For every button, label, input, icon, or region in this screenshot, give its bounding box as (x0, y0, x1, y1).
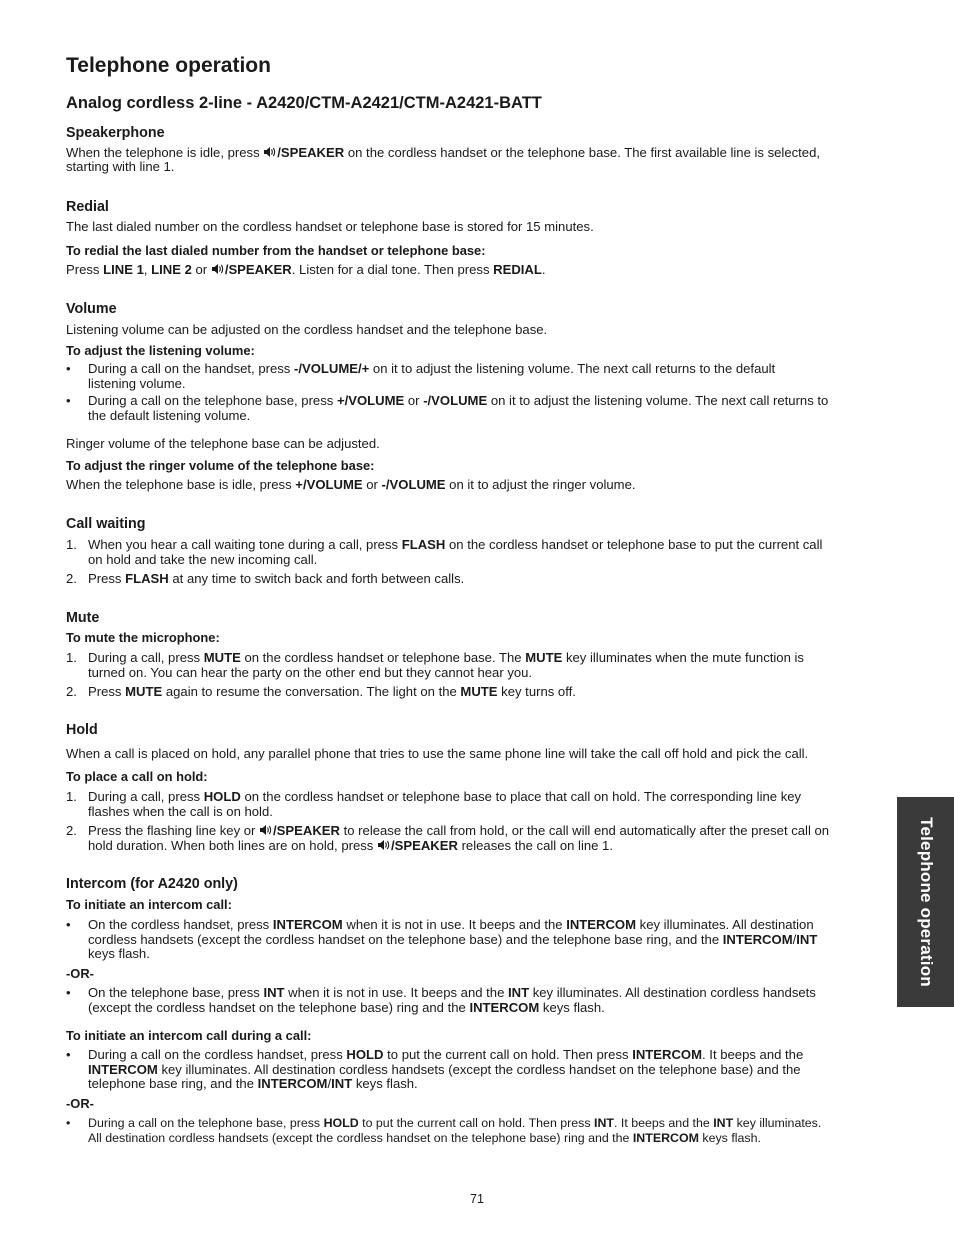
call-waiting-heading: Call waiting (66, 516, 146, 532)
hold-step-1 (66, 790, 881, 819)
page-number: 71 (470, 1192, 484, 1206)
step-number: 1. (66, 537, 77, 552)
intercom-bullet-1-text: On the cordless handset, press INTERCOM when it is not in use. It beeps and the INTERCOM key illuminates. All destination cordless handsets (except the cordless handset on the telephone base) and the telephone base ring, and the INTERCOM/INT keys flash. (88, 917, 818, 962)
hold-lead: To place a call on hold: (66, 769, 208, 784)
volume-bullet-1 (66, 362, 881, 391)
mute-step-2 (66, 685, 881, 700)
volume-bullet-2 (66, 394, 881, 423)
call-waiting-step-2-text: Press FLASH at any time to switch back and forth between calls. (88, 571, 465, 586)
speakerphone-heading: Speakerphone (66, 125, 165, 141)
or-separator: -OR- (66, 966, 94, 981)
speakerphone-text-line1: When the telephone is idle, press /SPEAKER on the cordless handset or the telephone base. The first available line is selected, (66, 145, 821, 160)
bullet-marker: • (66, 1116, 71, 1130)
bullet-marker: • (66, 917, 71, 932)
intercom-lead-2: To initiate an intercom call during a call: (66, 1028, 312, 1043)
speaker-icon (263, 146, 276, 158)
speaker-icon (259, 824, 272, 836)
side-tab-label: Telephone operation (916, 817, 936, 987)
redial-text: The last dialed number on the cordless handset or telephone base is stored for 15 minutes. (66, 219, 594, 234)
mute-heading: Mute (66, 610, 100, 626)
hold-text: When a call is placed on hold, any parallel phone that tries to use the same phone line will take the call off hold and pick the call. (66, 746, 809, 761)
speakerphone-text-line2: starting with line 1. (66, 159, 175, 174)
volume-lead-ringer: To adjust the ringer volume of the telephone base: (66, 458, 375, 473)
bullet-marker: • (66, 393, 71, 408)
mute-step-2-text: Press MUTE again to resume the conversation. The light on the MUTE key turns off. (88, 684, 576, 699)
call-waiting-step-1 (66, 538, 881, 567)
redial-lead: To redial the last dialed number from the handset or telephone base: (66, 243, 486, 258)
intercom-bullet-2 (66, 986, 881, 1015)
or-separator: -OR- (66, 1096, 94, 1111)
bullet-marker: • (66, 985, 71, 1000)
intercom-bullet-4 (66, 1116, 881, 1146)
volume-lead-listening: To adjust the listening volume: (66, 343, 255, 358)
mute-step-1 (66, 651, 881, 680)
bullet-marker: • (66, 361, 71, 376)
step-number: 1. (66, 650, 77, 665)
intercom-bullet-2-text: On the telephone base, press INT when it is not in use. It beeps and the INT key illuminates. All destination cordless handsets (except the cordless handset on the telephone base) ring and the INTERCOM keys flash. (88, 985, 816, 1015)
step-number: 2. (66, 823, 77, 838)
page-title: Telephone operation (66, 54, 271, 77)
step-number: 2. (66, 684, 77, 699)
speaker-icon (211, 263, 224, 275)
section-subtitle: Analog cordless 2-line - A2420/CTM-A2421/CTM-A2421-BATT (66, 94, 542, 112)
redial-instructions: Press LINE 1, LINE 2 or /SPEAKER. Listen for a dial tone. Then press REDIAL. (66, 262, 546, 277)
volume-text: Listening volume can be adjusted on the cordless handset and the telephone base. (66, 322, 548, 337)
speaker-icon (377, 839, 390, 851)
intercom-bullet-1 (66, 918, 881, 962)
step-number: 2. (66, 571, 77, 586)
hold-step-2-text: Press the flashing line key or /SPEAKER to release the call from hold, or the call will end automatically after the preset call on hold duration. When both lines are on hold, press /SPEAKER releases the call on line 1. (88, 823, 830, 853)
intercom-bullet-4-text: During a call on the telephone base, press HOLD to put the current call on hold. Then press INT. It beeps and the INT key illuminates. All destination cordless handsets (except the cordless handset on the telephone base) ring and the INTERCOM keys flash. (88, 1116, 822, 1145)
intercom-lead-1: To initiate an intercom call: (66, 897, 232, 912)
call-waiting-step-2 (66, 572, 881, 587)
hold-heading: Hold (66, 722, 98, 738)
intercom-bullet-3-text: During a call on the cordless handset, press HOLD to put the current call on hold. Then press INTERCOM. It beeps and the INTERCOM key illuminates. All destination cordless handsets (except the cordless handset on the telephone base) and the telephone base ring, and the INTERCOM/INT keys flash. (88, 1047, 804, 1092)
volume-bullet-2-text: During a call on the telephone base, press +/VOLUME or -/VOLUME on it to adjust the listening volume. The next call returns to the default listening volume. (88, 393, 829, 423)
chapter-side-tab (897, 797, 954, 1007)
ringer-volume-text: Ringer volume of the telephone base can be adjusted. (66, 436, 380, 451)
bullet-marker: • (66, 1047, 71, 1062)
call-waiting-step-1-text: When you hear a call waiting tone during a call, press FLASH on the cordless handset or telephone base to put the current call on hold and take the new incoming call. (88, 537, 823, 567)
hold-step-2 (66, 824, 881, 853)
step-number: 1. (66, 789, 77, 804)
ringer-volume-instructions: When the telephone base is idle, press +/VOLUME or -/VOLUME on it to adjust the ringer volume. (66, 477, 636, 492)
intercom-bullet-3 (66, 1048, 881, 1092)
volume-bullet-1-text: During a call on the handset, press -/VOLUME/+ on it to adjust the listening volume. The next call returns to the default listening volume. (88, 361, 776, 391)
mute-lead: To mute the microphone: (66, 630, 220, 645)
redial-heading: Redial (66, 199, 109, 215)
mute-step-1-text: During a call, press MUTE on the cordless handset or telephone base. The MUTE key illuminates when the mute function is turned on. You can hear the party on the other end but they cannot hear you. (88, 650, 804, 680)
hold-step-1-text: During a call, press HOLD on the cordless handset or telephone base to place that call on hold. The corresponding line key flashes when the call is on hold. (88, 789, 802, 819)
volume-heading: Volume (66, 301, 117, 317)
intercom-heading: Intercom (for A2420 only) (66, 876, 238, 892)
